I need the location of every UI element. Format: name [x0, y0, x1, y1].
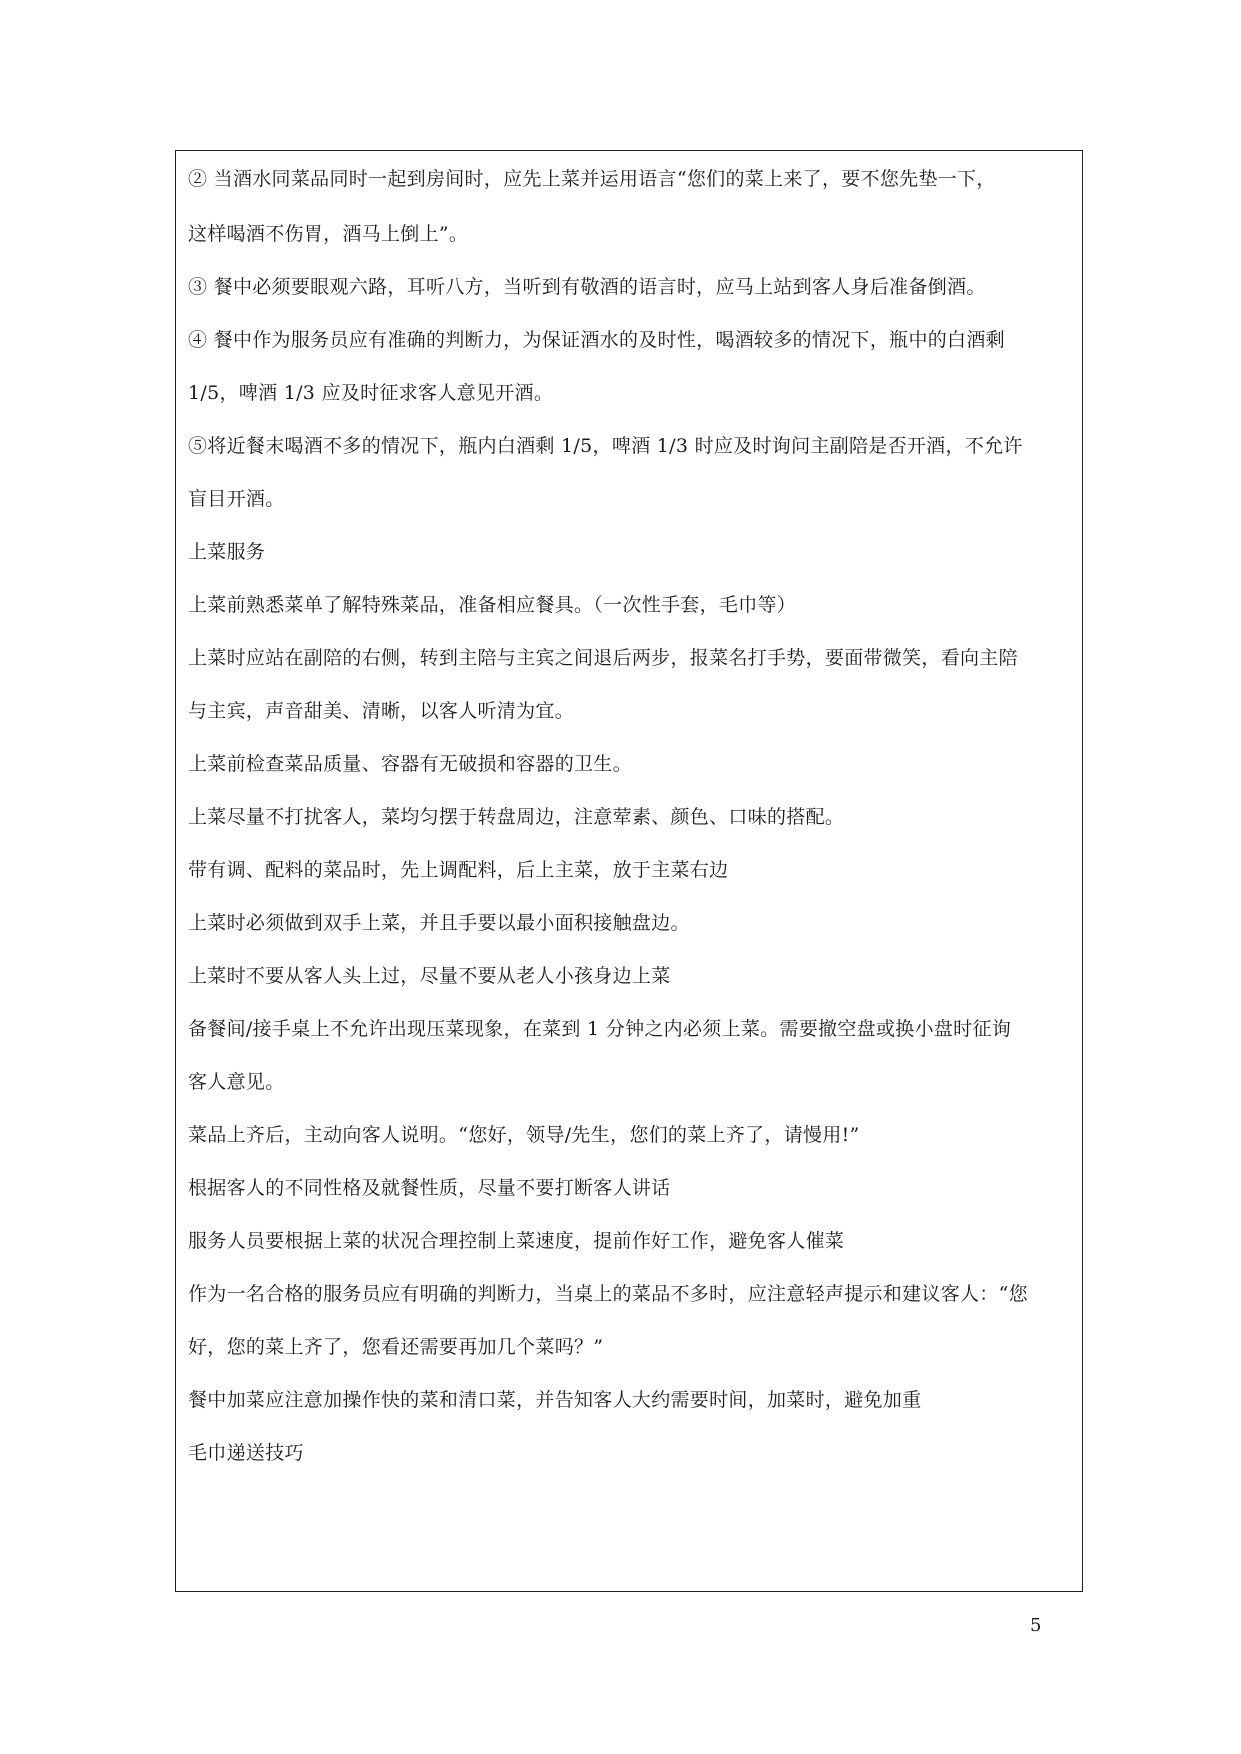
- text-line: ④ 餐中作为服务员应有准确的判断力，为保证酒水的及时性，喝酒较多的情况下，瓶中的白酒剩: [188, 329, 1005, 351]
- text-line: ② 当酒水同菜品同时一起到房间时，应先上菜并运用语言“您们的菜上来了，要不您先垫一下，: [188, 168, 996, 190]
- text-line: 带有调、配料的菜品时，先上调配料，后上主菜，放于主菜右边: [188, 859, 729, 881]
- section-heading: 上菜服务: [188, 541, 266, 563]
- text-line: 客人意见。: [188, 1071, 285, 1093]
- text-line: 这样喝酒不伤胃，酒马上倒上”。: [188, 223, 469, 245]
- text-line: ⑤将近餐末喝酒不多的情况下，瓶内白酒剩 1/5，啤酒 1/3 时应及时询问主副陪是否开酒，不允许: [188, 435, 1023, 457]
- text-line: 根据客人的不同性格及就餐性质，尽量不要打断客人讲话: [188, 1177, 671, 1199]
- text-line: 盲目开酒。: [188, 488, 285, 510]
- text-line: 上菜时应站在副陪的右侧，转到主陪与主宾之间退后两步，报菜名打手势，要面带微笑，看向主陪: [188, 647, 1018, 669]
- text-line: 毛巾递送技巧: [188, 1442, 304, 1464]
- text-line: 上菜尽量不打扰客人，菜均匀摆于转盘周边，注意荤素、颜色、口味的搭配。: [188, 806, 845, 828]
- text-line: 上菜时必须做到双手上菜，并且手要以最小面积接触盘边。: [188, 912, 690, 934]
- text-line: 备餐间/接手桌上不允许出现压菜现象，在菜到 1 分钟之内必须上菜。需要撤空盘或换小盘时征询: [188, 1018, 1012, 1040]
- text-line: 餐中加菜应注意加操作快的菜和清口菜，并告知客人大约需要时间，加菜时，避免加重: [188, 1389, 922, 1411]
- text-line: 作为一名合格的服务员应有明确的判断力，当桌上的菜品不多时，应注意轻声提示和建议客人：“您: [188, 1283, 1028, 1305]
- text-line: 菜品上齐后，主动向客人说明。“您好，领导/先生，您们的菜上齐了，请慢用!”: [188, 1124, 860, 1146]
- text-line: 与主宾，声音甜美、清晰，以客人听清为宜。: [188, 700, 575, 722]
- text-line: ③ 餐中必须要眼观六路，耳听八方，当听到有敬酒的语言时，应马上站到客人身后准备倒酒。: [188, 276, 986, 298]
- text-line: 服务人员要根据上菜的状况合理控制上菜速度，提前作好工作，避免客人催菜: [188, 1230, 845, 1252]
- text-line: 好，您的菜上齐了，您看还需要再加几个菜吗？”: [188, 1336, 604, 1358]
- text-line: 上菜时不要从客人头上过，尽量不要从老人小孩身边上菜: [188, 965, 671, 987]
- page-number: 5: [1030, 1615, 1042, 1636]
- text-line: 上菜前检查菜品质量、容器有无破损和容器的卫生。: [188, 753, 632, 775]
- text-line: 上菜前熟悉菜单了解特殊菜品，准备相应餐具。（一次性手套，毛巾等）: [188, 594, 797, 616]
- content-table-cell: [175, 150, 1083, 1592]
- text-line: 1/5，啤酒 1/3 应及时征求客人意见开酒。: [188, 382, 554, 404]
